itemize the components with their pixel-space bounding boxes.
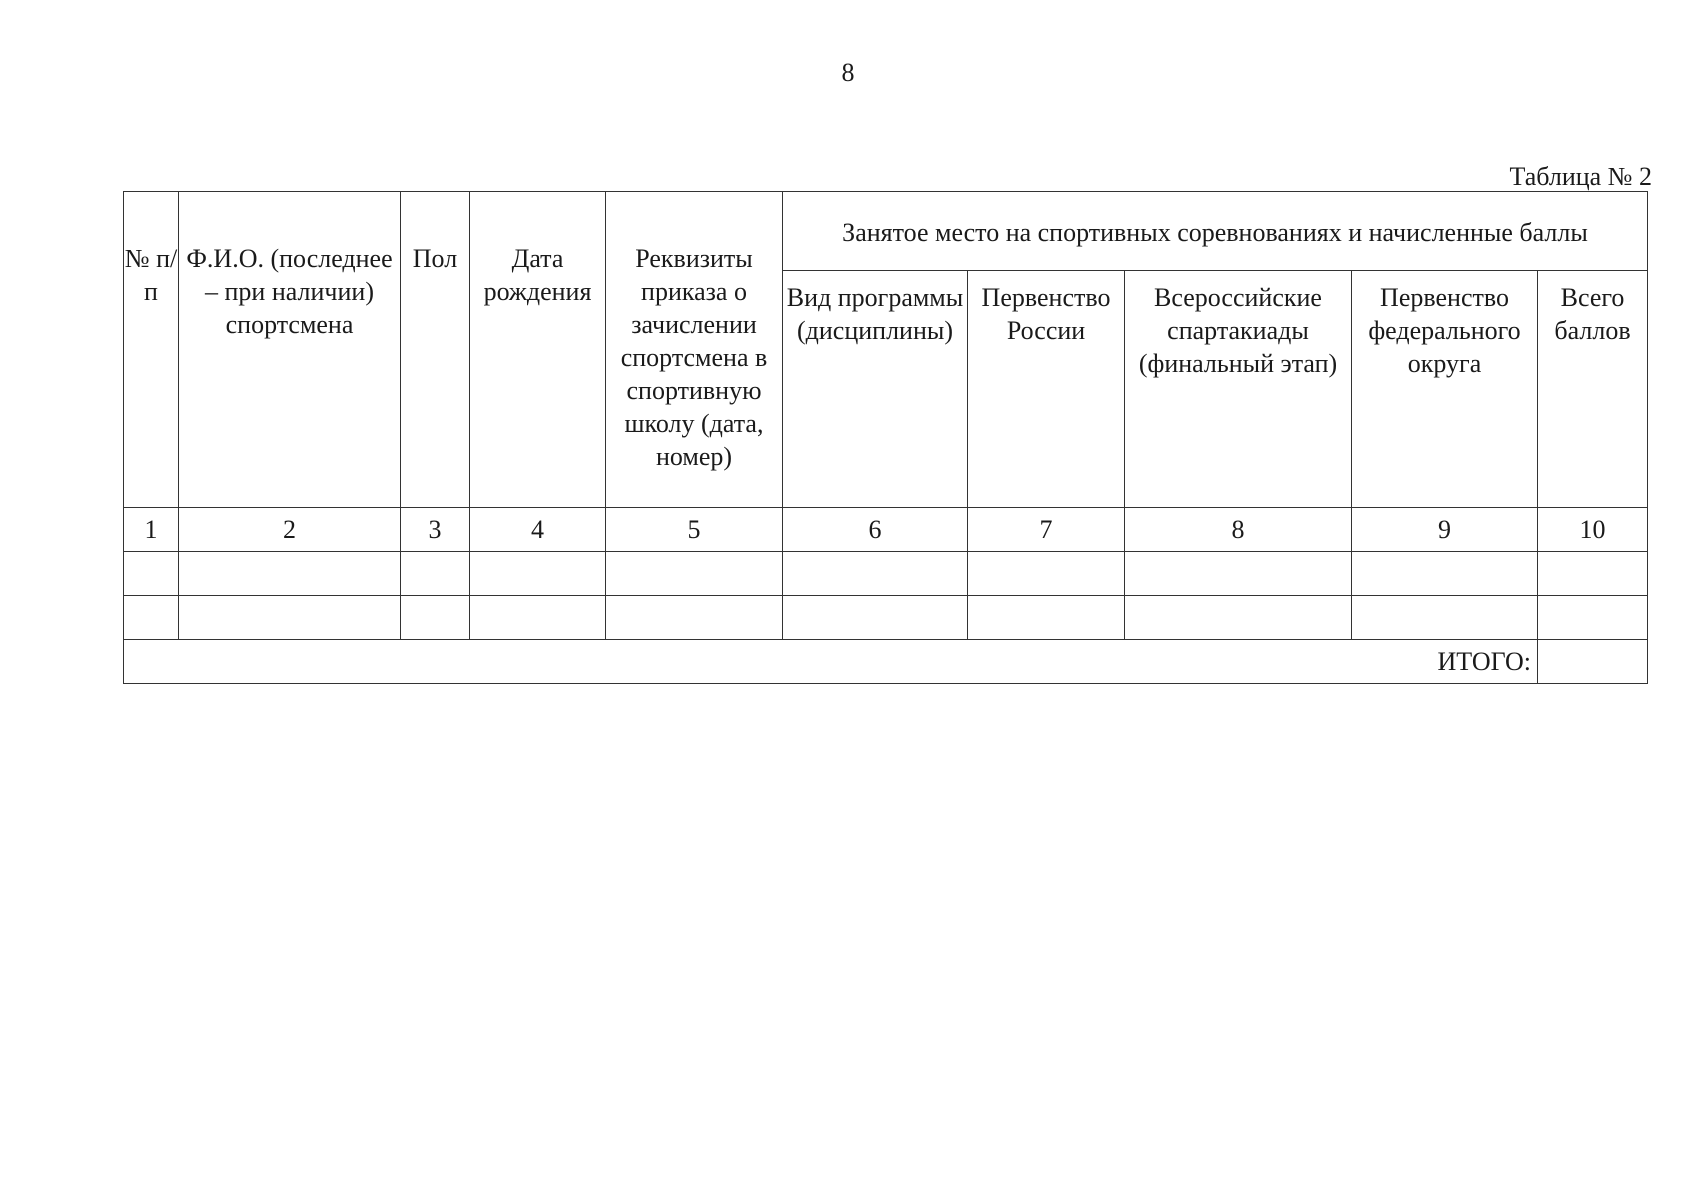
header-group-competitions: Занятое место на спортивных соревнованиях и начисленные баллы [783, 192, 1648, 271]
column-number: 8 [1125, 508, 1352, 552]
empty-cell [401, 552, 470, 596]
header-federal-district: Первенство федерального округа [1352, 271, 1538, 508]
empty-cell [470, 552, 606, 596]
empty-cell [1125, 552, 1352, 596]
column-number: 1 [124, 508, 179, 552]
empty-cell [606, 596, 783, 640]
column-number: 2 [179, 508, 401, 552]
column-number: 5 [606, 508, 783, 552]
column-number: 7 [968, 508, 1125, 552]
column-number: 4 [470, 508, 606, 552]
empty-cell [783, 596, 968, 640]
empty-cell [606, 552, 783, 596]
empty-cell [124, 596, 179, 640]
total-value-cell [1538, 640, 1648, 684]
total-label: ИТОГО: [124, 640, 1538, 684]
header-row-1 [124, 192, 1648, 271]
table-row [124, 552, 1648, 596]
column-number: 3 [401, 508, 470, 552]
header-discipline: Вид программы (дисциплины) [783, 271, 968, 508]
empty-cell [1352, 596, 1538, 640]
empty-cell [783, 552, 968, 596]
table-row [124, 596, 1648, 640]
empty-cell [1538, 552, 1648, 596]
column-number: 6 [783, 508, 968, 552]
empty-cell [1538, 596, 1648, 640]
athletes-table [123, 191, 1648, 684]
empty-cell [968, 596, 1125, 640]
empty-cell [1125, 596, 1352, 640]
column-number: 9 [1352, 508, 1538, 552]
header-full-name: Ф.И.О. (последнее – при наличии) спортсмена [179, 192, 401, 508]
empty-cell [179, 596, 401, 640]
empty-cell [1352, 552, 1538, 596]
header-gender: Пол [401, 192, 470, 508]
empty-cell [124, 552, 179, 596]
table-caption: Таблица № 2 [1509, 162, 1652, 191]
empty-cell [179, 552, 401, 596]
empty-cell [968, 552, 1125, 596]
header-order-details: Реквизиты приказа о зачислении спортсмена в спортивную школу (дата, номер) [606, 192, 783, 508]
empty-cell [401, 596, 470, 640]
page-number: 8 [841, 58, 855, 87]
empty-cell [470, 596, 606, 640]
total-row [124, 640, 1648, 684]
header-total-points: Всего баллов [1538, 271, 1648, 508]
column-number: 10 [1538, 508, 1648, 552]
header-spartakiad: Всероссийские спартакиады (финальный этап) [1125, 271, 1352, 508]
column-numbers-row [124, 508, 1648, 552]
header-russia-championship: Первенство России [968, 271, 1125, 508]
header-number: № п/п [124, 192, 179, 508]
header-birth-date: Дата рождения [470, 192, 606, 508]
